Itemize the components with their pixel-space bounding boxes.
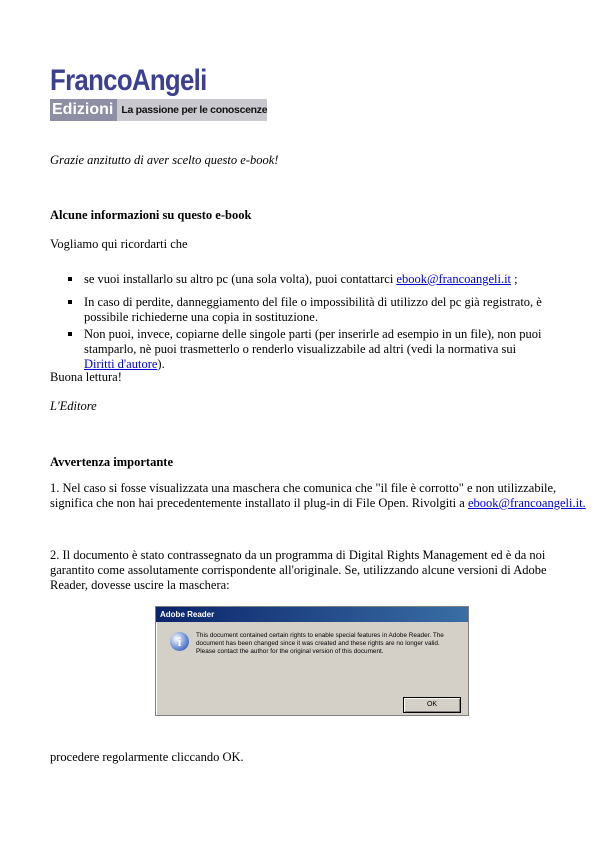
bullet1-post: ; — [511, 272, 518, 286]
info-lead: Vogliamo qui ricordarti che — [50, 237, 188, 251]
email-link[interactable]: ebook@francoangeli.it — [396, 272, 512, 286]
bullet3-post: ). — [157, 357, 165, 371]
list-item — [66, 272, 561, 287]
warning-p2-line3: Reader, dovesse uscire la maschera: — [50, 578, 230, 592]
dialog-title: Adobe Reader — [156, 607, 468, 622]
closing-text: Buona lettura! — [50, 370, 122, 384]
signature: L'Editore — [50, 399, 97, 413]
warning-heading: Avvertenza importante — [50, 455, 173, 469]
email-link-2[interactable]: ebook@francoangeli.it. — [467, 496, 586, 510]
list-item — [66, 327, 544, 372]
bullet1-text: se vuoi installarlo su altro pc (una sola volta), puoi contattarci — [84, 272, 397, 286]
list-item — [66, 295, 544, 325]
logo-tagline: La passione per le conoscenze — [117, 99, 267, 121]
copyright-link[interactable]: Diritti d'autore — [84, 357, 158, 371]
warning-p1-line2 — [50, 496, 586, 511]
bullet2-text: In caso di perdite, danneggiamento del file o impossibilità di utilizzo del pc già registrato, è possibile richiederne una copia in sostituzione. — [84, 295, 542, 324]
warning-p2-line2: garantito come assolutamente corrispondente all'originale. Se, utilizzando alcune versioni di Adobe — [50, 563, 547, 577]
adobe-reader-dialog — [155, 606, 469, 716]
warning-p1-text: significa che non hai precedentemente installato il plug-in di File Open. Rivolgiti a — [50, 496, 468, 510]
after-dialog-text: procedere regolarmente cliccando OK. — [50, 750, 244, 764]
info-bullet-list — [66, 272, 561, 375]
warning-p1-line1: 1. Nel caso si fosse visualizzata una maschera che comunica che "il file è corrotto" e non utilizzabile, — [50, 481, 557, 495]
bullet3-text: Non puoi, invece, copiarne delle singole parti (per inserirle ad esempio in un file), non puoi stamparlo, nè puoi trasmetterlo o renderlo visualizzabile ad altri (vedi la normativa sui — [84, 327, 542, 356]
logo-bar — [50, 99, 268, 121]
info-heading: Alcune informazioni su questo e-book — [50, 208, 252, 222]
warning-p2-line1: 2. Il documento è stato contrassegnato da un programma di Digital Rights Management ed è da noi — [50, 548, 546, 562]
intro-text: Grazie anzitutto di aver scelto questo e-book! — [50, 153, 279, 167]
dialog-message: This document contained certain rights to enable special features in Adobe Reader. The document has been changed since it was created and these rights are no longer valid. Please contact the author for the original version of this document. — [196, 632, 444, 655]
logo-edizioni: Edizioni — [50, 99, 117, 121]
info-icon: i — [170, 632, 189, 651]
logo-brand: FrancoAngeli — [50, 64, 207, 97]
dialog-ok-button[interactable]: OK — [403, 697, 461, 713]
